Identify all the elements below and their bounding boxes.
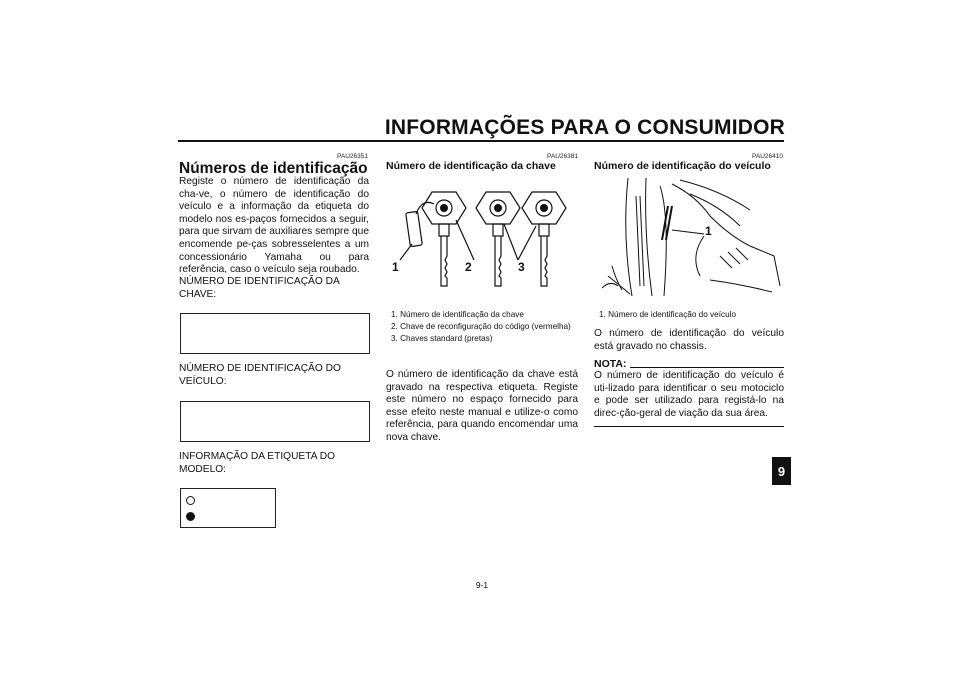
keys-illustration — [386, 178, 578, 303]
vin-paragraph: O número de identificação do veículo está gravado no chassis. — [594, 328, 784, 352]
caption-item: 1. Número de identificação do veículo — [599, 310, 736, 319]
model-label — [179, 451, 379, 476]
nota-rule — [630, 367, 784, 368]
vin-label-line2: VEÍCULO: — [179, 375, 227, 387]
caption-item: 3. Chaves standard (pretas) — [391, 334, 493, 344]
keys-drawing — [386, 178, 578, 303]
vin-entry-box — [180, 401, 370, 442]
vin-label-line1: NÚMERO DE IDENTIFICAÇÃO DO — [179, 363, 341, 374]
model-label-line2: MODELO: — [179, 463, 226, 475]
frame-drawing — [600, 176, 784, 298]
section-tab: 9 — [772, 457, 791, 485]
section-code: PAU26381 — [547, 153, 578, 160]
filled-circle-icon — [186, 512, 195, 521]
intro-paragraph: Registe o número de identificação da cha-ve, o número de identificação do veículo e a informação da etiqueta do modelo nos es-paços fornecidos a seguir, para que sirvam de auxiliares sempre que encomende pe-ças sobresselentes a um concessionário Yamaha ou para referência, caso o veículo seja roubado. — [179, 176, 369, 276]
key-id-label — [179, 276, 379, 301]
key-id-label-line1: NÚMERO DE IDENTIFICAÇÃO DA — [179, 276, 340, 287]
frame-caption — [599, 309, 783, 321]
nota-block — [594, 358, 784, 420]
model-label-line1: INFORMAÇÃO DA ETIQUETA DO — [179, 451, 336, 462]
nota-text: O número de identificação do veículo é uti-lizado para identificar o seu motociclo e pode ser utilizado para registá-lo na direc-ção-geral de viação da sua área. — [594, 370, 784, 419]
caption-item: 2. Chave de reconfiguração do código (vermelha) — [391, 322, 571, 332]
model-label-entry-box — [180, 488, 276, 528]
key-id-label-line2: CHAVE: — [179, 288, 217, 300]
section-heading: Números de identificação — [179, 160, 368, 177]
page-number: 9-1 — [475, 580, 489, 590]
callout-1: 1 — [392, 260, 399, 274]
frame-illustration — [600, 176, 784, 298]
nota-end-rule — [594, 426, 784, 427]
keys-caption-list — [391, 309, 571, 346]
key-id-paragraph: O número de identificação da chave está gravado na respectiva etiqueta. Registe este número no espaço fornecido para esse efeito neste manual e utilize-o como referência, para quando encomendar uma nova chave. — [386, 369, 578, 443]
callout-2: 2 — [465, 260, 472, 274]
open-circle-icon — [186, 496, 195, 505]
section-code: PAU26351 — [337, 153, 368, 160]
caption-item: 1. Número de identificação da chave — [391, 310, 524, 319]
section-heading: Número de identificação da chave — [386, 160, 556, 172]
page-title: INFORMAÇÕES PARA O CONSUMIDOR — [384, 116, 785, 139]
key-id-entry-box — [180, 313, 370, 354]
title-rule — [178, 140, 784, 142]
nota-header — [594, 358, 784, 370]
nota-label: NOTA: — [594, 358, 627, 370]
section-heading: Número de identificação do veículo — [594, 160, 771, 172]
callout-1: 1 — [705, 224, 712, 238]
vin-label — [179, 363, 379, 388]
callout-3: 3 — [518, 260, 525, 274]
section-code: PAU26410 — [752, 153, 783, 160]
